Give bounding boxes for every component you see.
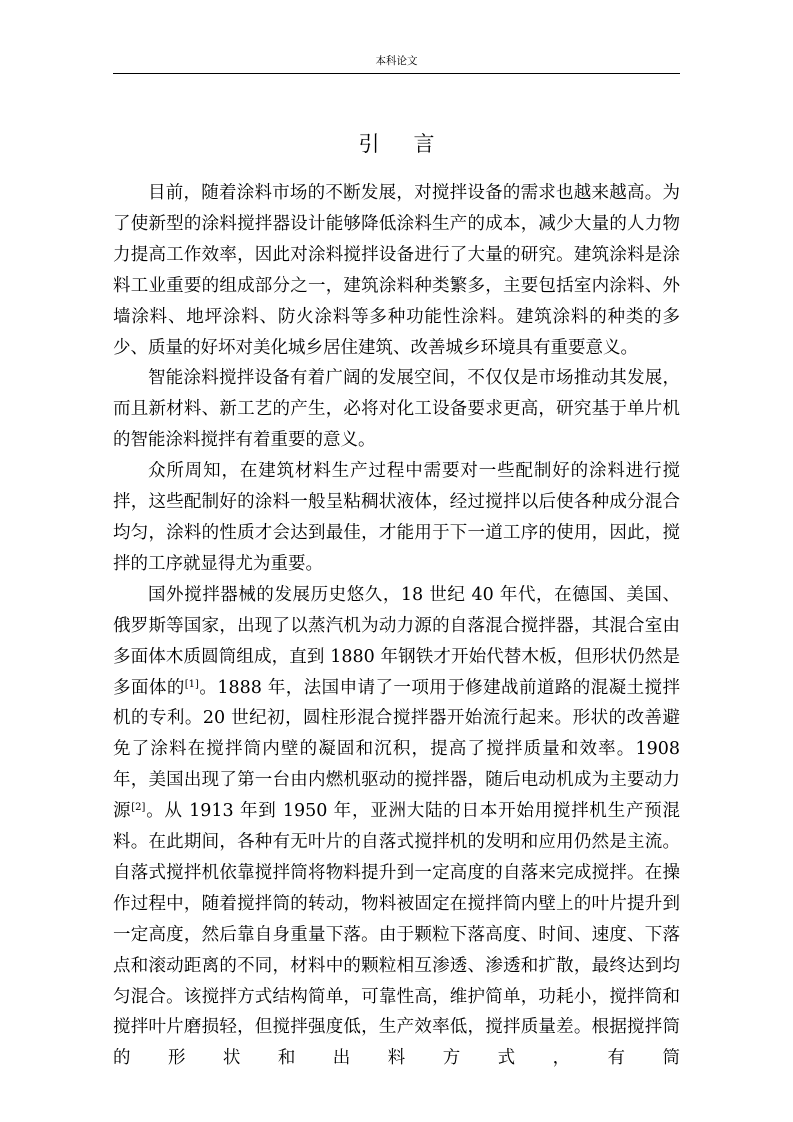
citation-1: [1] [184,678,199,690]
section-title: 引言 [358,132,469,156]
header-rule [113,73,680,74]
paragraph-3: 众所周知，在建筑材料生产过程中需要对一些配制好的涂料进行搅拌，这些配制好的涂料一般呈粘稠状液体，经过搅拌以后使各种成分混合均匀，涂料的性质才会达到最佳，才能用于下一道工序的使用，因此，搅拌的工序就显得尤为重要。 [113,461,680,574]
body-text [113,178,680,1074]
paragraph-1: 目前，随着涂料市场的不断发展，对搅拌设备的需求也越来越高。为了使新型的涂料搅拌器设计能够降低涂料生产的成本，减少大量的人力物力提高工作效率，因此对涂料搅拌设备进行了大量的研究。建筑涂料是涂料工业重要的组成部分之一，建筑涂料种类繁多，主要包括室内涂料、外墙涂料、地坪涂料、防火涂料等多种功能性涂料。建筑涂料的种类的多少、质量的好坏对美化城乡居住建筑、改善城乡环境具有重要意义。 [113,183,680,358]
running-header: 本科论文 [375,55,418,67]
paragraph-4-part-2: 。1888 年，法国申请了一项用于修建战前道路的混凝土搅拌机的专利。20 世纪初，圆柱形混合搅拌器开始流行起来。形状的改善避免了涂料在搅拌筒内壁的凝固和沉积，提高了搅拌质量和效率。1908 年，美国出现了第一台由内燃机驱动的搅拌器，随后电动机成为主要动力源 [113,677,680,822]
paragraph-4 [113,580,680,1075]
citation-2: [2] [131,802,146,814]
paragraph-4-part-3: 。从 1913 年到 1950 年，亚洲大陆的日本开始用搅拌机生产预混料。在此期间，各种有无叶片的自落式搅拌机的发明和应用仍然是主流。自落式搅拌机依靠搅拌筒将物料提升到一定高度的自落来完成搅拌。在操作过程中，随着搅拌筒的转动，物料被固定在搅拌筒内壁上的叶片提升到一定高度，然后靠自身重量下落。由于颗粒下落高度、时间、速度、下落点和滚动距离的不同，材料中的颗粒相互渗透、渗透和扩散，最终达到均匀混合。该搅拌方式结构简单，可靠性高，维护简单，功耗小，搅拌筒和搅拌叶片磨损轻，但搅拌强度低，生产效率低，搅拌质量差。根据搅拌筒的形状和出料方式，有筒 [113,801,681,1069]
paragraph-4-part-1: 国外搅拌器械的发展历史悠久，18 世纪 40 年代，在德国、美国、俄罗斯等国家，出现了以蒸汽机为动力源的自落混合搅拌器，其混合室由多面体木质圆筒组成，直到 1880 年钢铁才开始代替木板，但形状仍然是多面体的 [113,584,680,698]
paragraph-2: 智能涂料搅拌设备有着广阔的发展空间，不仅仅是市场推动其发展，而且新材料、新工艺的产生，必将对化工设备要求更高，研究基于单片机的智能涂料搅拌有着重要的意义。 [113,368,680,451]
